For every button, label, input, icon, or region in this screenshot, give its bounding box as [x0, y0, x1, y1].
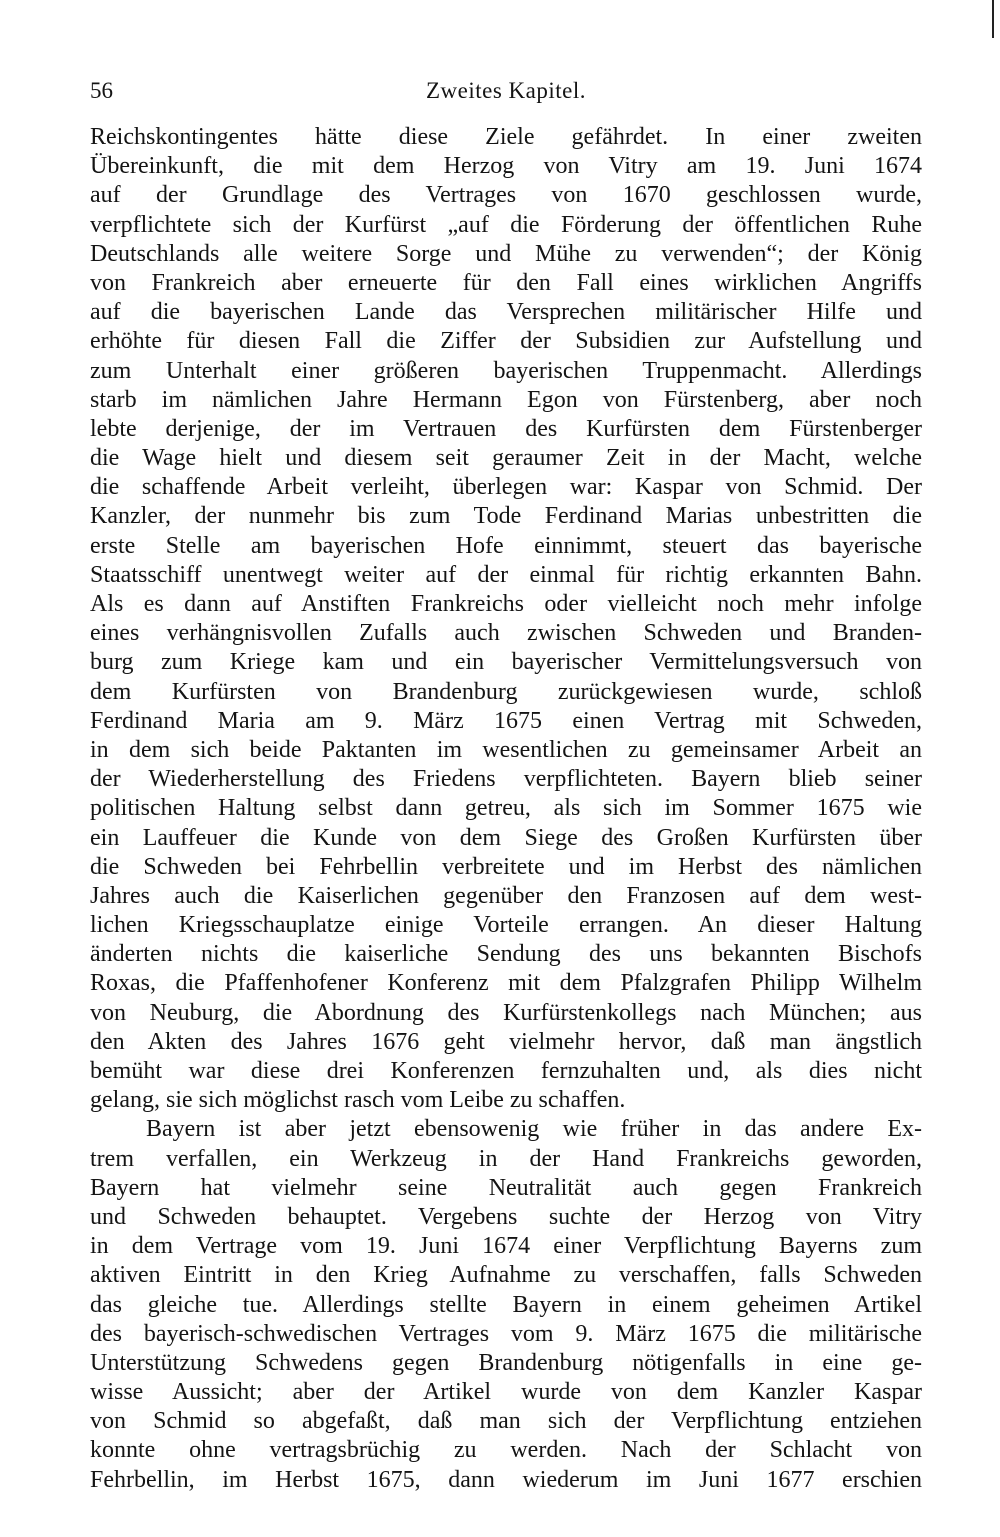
text-line: lebte derjenige, der im Vertrauen des Kurfürsten dem Fürstenberger	[90, 415, 922, 442]
text-line: des bayerisch-schwedischen Vertrages vom 9. März 1675 die militärische	[90, 1320, 922, 1347]
text-line: den Akten des Jahres 1676 geht vielmehr hervor, daß man ängstlich	[90, 1028, 922, 1055]
text-line: Als es dann auf Anstiften Frankreichs oder vielleicht noch mehr infolge	[90, 591, 922, 617]
text-line: gelang, sie sich möglichst rasch vom Leibe zu schaffen.	[90, 1087, 626, 1114]
text-line: von Schmid so abgefaßt, daß man sich der Verpflichtung entziehen	[90, 1408, 922, 1435]
text-line: politischen Haltung selbst dann getreu, als sich im Sommer 1675 wie	[90, 795, 922, 822]
text-line: Übereinkunft, die mit dem Herzog von Vitry am 19. Juni 1674	[90, 153, 922, 180]
text-line: das gleiche tue. Allerdings stellte Bayern in einem geheimen Artikel	[90, 1291, 922, 1318]
page-header	[90, 74, 922, 108]
text-line: Deutschlands alle weitere Sorge und Mühe zu verwenden“; der König	[90, 240, 922, 267]
text-line: bemüht war diese drei Konferenzen fernzuhalten und, als dies nicht	[90, 1058, 922, 1084]
running-title: Zweites Kapitel.	[425, 78, 586, 103]
text-line: Unterstützung Schwedens gegen Brandenburg nötigenfalls in eine ge-	[90, 1349, 922, 1376]
text-line: Bayern hat vielmehr seine Neutralität auch gegen Frankreich	[90, 1174, 922, 1201]
text-line: änderten nichts die kaiserliche Sendung des uns bekannten Bischofs	[90, 941, 922, 968]
text-line: Staatsschiff unentwegt weiter auf der einmal für richtig erkannten Bahn.	[90, 561, 922, 588]
text-line: verpflichtete sich der Kurfürst „auf die Förderung der öffentlichen Ruhe	[90, 211, 922, 238]
text-line: der Wiederherstellung des Friedens verpflichteten. Bayern blieb seiner	[90, 766, 922, 793]
text-line: wisse Aussicht; aber der Artikel wurde von dem Kanzler Kaspar	[90, 1379, 922, 1406]
text-line: eines verhängnisvollen Zufalls auch zwischen Schweden und Branden-	[90, 620, 922, 647]
text-line: zum Unterhalt einer größeren bayerischen Truppenmacht. Allerdings	[90, 357, 922, 384]
text-line: Jahres auch die Kaiserlichen gegenüber den Franzosen auf dem west-	[90, 882, 922, 909]
body-text	[90, 123, 922, 1495]
text-line: burg zum Kriege kam und ein bayerischer Vermittelungsversuch von	[90, 649, 922, 676]
text-line: ein Lauffeuer die Kunde von dem Siege des Großen Kurfürsten über	[90, 824, 922, 851]
text-line: und Schweden behauptet. Vergebens suchte der Herzog von Vitry	[90, 1203, 922, 1230]
paragraph	[90, 123, 922, 1115]
text-line: Roxas, die Pfaffenhofener Konferenz mit dem Pfalzgrafen Philipp Wilhelm	[90, 970, 922, 997]
text-line: erhöhte für diesen Fall die Ziffer der Subsidien zur Aufstellung und	[90, 328, 922, 355]
text-line: auf der Grundlage des Vertrages von 1670 geschlossen wurde,	[90, 182, 922, 209]
text-line: Ferdinand Maria am 9. März 1675 einen Vertrag mit Schweden,	[90, 707, 922, 734]
text-line: trem verfallen, ein Werkzeug in der Hand Frankreichs geworden,	[90, 1145, 922, 1172]
text-line: dem Kurfürsten von Brandenburg zurückgewiesen wurde, schloß	[90, 678, 922, 705]
text-line: lichen Kriegsschauplatze einige Vorteile errangen. An dieser Haltung	[90, 912, 922, 939]
text-line: die Schweden bei Fehrbellin verbreitete und im Herbst des nämlichen	[90, 853, 922, 880]
text-line: Reichskontingentes hätte diese Ziele gefährdet. In einer zweiten	[90, 124, 922, 150]
text-line: starb im nämlichen Jahre Hermann Egon von Fürstenberg, aber noch	[90, 386, 922, 413]
text-line: aktiven Eintritt in den Krieg Aufnahme zu verschaffen, falls Schweden	[90, 1262, 922, 1289]
text-line: Bayern ist aber jetzt ebensowenig wie früher in das andere Ex-	[146, 1116, 922, 1143]
text-line: von Neuburg, die Abordnung des Kurfürstenkollegs nach München; aus	[90, 999, 922, 1026]
text-line: die schaffende Arbeit verleiht, überlegen war: Kaspar von Schmid. Der	[90, 474, 922, 501]
text-line: konnte ohne vertragsbrüchig zu werden. Nach der Schlacht von	[90, 1437, 922, 1464]
page-number: 56	[90, 78, 113, 103]
text-line: die Wage hielt und diesem seit geraumer Zeit in der Macht, welche	[90, 445, 922, 472]
text-line: Kanzler, der nunmehr bis zum Tode Ferdinand Marias unbestritten die	[90, 503, 922, 530]
paragraph	[90, 1115, 922, 1494]
text-line: erste Stelle am bayerischen Hofe einnimmt, steuert das bayerische	[90, 532, 922, 559]
text-line: in dem Vertrage vom 19. Juni 1674 einer Verpflichtung Bayerns zum	[90, 1233, 922, 1260]
scan-edge-mark	[992, 0, 994, 38]
text-line: Fehrbellin, im Herbst 1675, dann wiederum im Juni 1677 erschien	[90, 1466, 922, 1493]
text-line: von Frankreich aber erneuerte für den Fall eines wirklichen Angriffs	[90, 269, 922, 296]
text-line: auf die bayerischen Lande das Versprechen militärischer Hilfe und	[90, 299, 922, 326]
text-line: in dem sich beide Paktanten im wesentlichen zu gemeinsamer Arbeit an	[90, 736, 922, 763]
